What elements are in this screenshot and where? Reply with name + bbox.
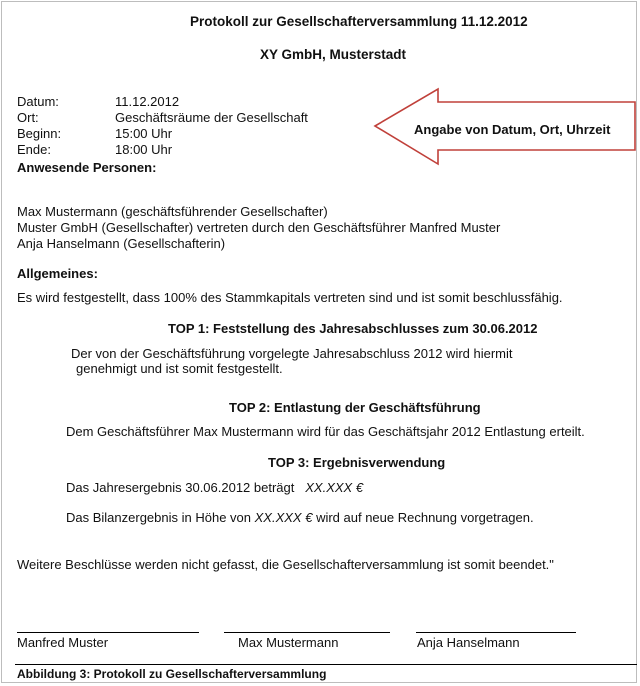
meta-label-start: Beginn:	[17, 126, 62, 141]
meta-value-place: Geschäftsräume der Gesellschaft	[115, 110, 308, 125]
top3-heading: TOP 3: Ergebnisverwendung	[268, 455, 446, 470]
attendees-heading: Anwesende Personen:	[17, 160, 157, 175]
annual-result	[66, 480, 363, 495]
meta-label-end: Ende:	[17, 142, 51, 157]
meta-value-start: 15:00 Uhr	[115, 126, 173, 141]
signature-name: Anja Hanselmann	[417, 635, 520, 650]
top1-text-line2: genehmigt und ist somit festgestellt.	[76, 361, 283, 376]
meta-value-end: 18:00 Uhr	[115, 142, 173, 157]
general-text: Es wird festgestellt, dass 100% des Stammkapitals vertreten sind und ist somit beschlussfähig.	[17, 290, 563, 305]
top1-heading: TOP 1: Feststellung des Jahresabschlusses zum 30.06.2012	[168, 321, 538, 336]
top1-text-line1: Der von der Geschäftsführung vorgelegte Jahresabschluss 2012 wird hiermit	[71, 346, 513, 361]
balance-result-suffix: wird auf neue Rechnung vorgetragen.	[316, 510, 534, 525]
closing-statement: Weitere Beschlüsse werden nicht gefasst, die Gesellschafterversammlung ist somit beendet."	[17, 557, 554, 572]
signature-name: Max Mustermann	[238, 635, 339, 650]
meta-value-date: 11.12.2012	[115, 94, 180, 109]
caption-divider	[15, 664, 637, 665]
general-heading: Allgemeines:	[17, 266, 98, 281]
document-title: Protokoll zur Gesellschafterversammlung 11.12.2012	[190, 14, 528, 29]
signature-line	[224, 632, 390, 633]
attendee-line: Max Mustermann (geschäftsführender Gesellschafter)	[17, 204, 328, 219]
balance-result	[66, 510, 534, 525]
annual-result-label: Das Jahresergebnis 30.06.2012 beträgt	[66, 480, 295, 495]
attendee-line: Anja Hanselmann (Gesellschafterin)	[17, 236, 226, 251]
meta-label-place: Ort:	[17, 110, 39, 125]
top2-heading: TOP 2: Entlastung der Geschäftsführung	[229, 400, 481, 415]
signature-line	[17, 632, 199, 633]
top2-text: Dem Geschäftsführer Max Mustermann wird für das Geschäftsjahr 2012 Entlastung erteilt.	[66, 424, 585, 439]
annual-result-value: XX.XXX €	[305, 480, 364, 495]
signature-line	[416, 632, 576, 633]
attendee-line: Muster GmbH (Gesellschafter) vertreten durch den Geschäftsführer Manfred Muster	[17, 220, 501, 235]
annotation-label: Angabe von Datum, Ort, Uhrzeit	[414, 122, 611, 137]
company-name: XY GmbH, Musterstadt	[260, 47, 407, 62]
balance-result-prefix: Das Bilanzergebnis in Höhe von	[66, 510, 251, 525]
signature-name: Manfred Muster	[17, 635, 109, 650]
figure-caption: Abbildung 3: Protokoll zu Gesellschafterversammlung	[17, 667, 327, 681]
balance-result-value: XX.XXX €	[254, 510, 313, 525]
meta-label-date: Datum:	[17, 94, 59, 109]
